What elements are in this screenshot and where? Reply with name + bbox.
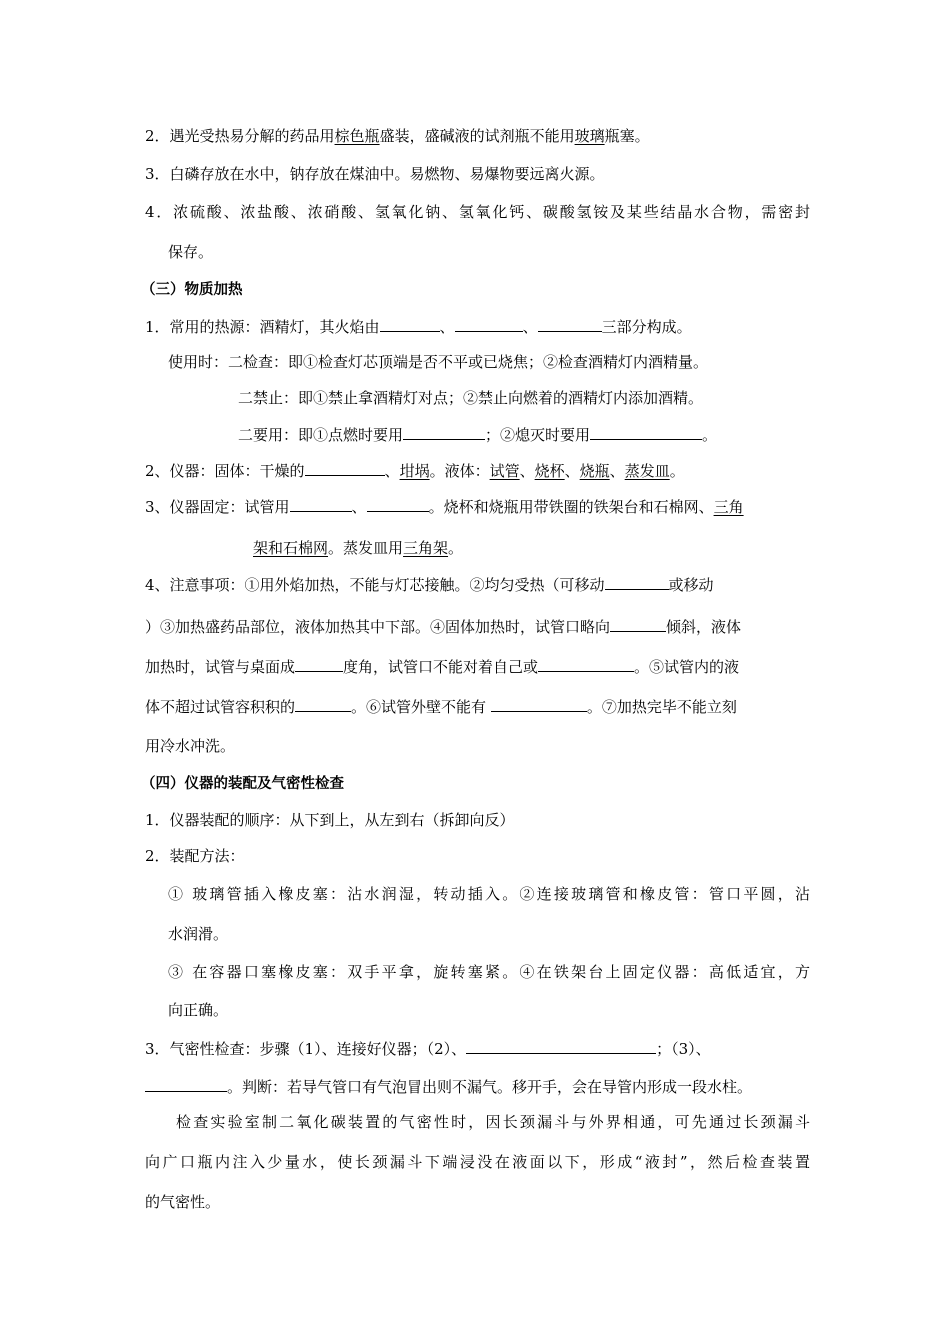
text: 。: [702, 426, 718, 444]
text: 。烧杯和烧瓶用带铁圈的铁架台和石棉网、: [428, 498, 714, 516]
blank: [538, 656, 634, 672]
precautions-line-1: [145, 574, 810, 595]
text: 。⑦加热完毕不能立刻: [586, 698, 737, 716]
text: 1．常用的热源：酒精灯，其火焰由: [145, 318, 380, 336]
item-2-light-sensitive: [145, 126, 810, 146]
text: 、: [564, 462, 580, 480]
text: 2．遇光受热易分解的药品用: [145, 127, 335, 145]
text: 、: [384, 462, 400, 480]
text: 或移动: [668, 576, 714, 594]
co2-apparatus-check-end: 的气密性。: [145, 1193, 221, 1211]
text: ；②熄灭时要用: [485, 426, 591, 444]
text: 。: [448, 539, 464, 557]
text: 。判断：若导气管口有气泡冒出则不漏气。移开手，会在导管内形成一段水柱。: [227, 1078, 753, 1096]
text: 度角，试管口不能对着自己或: [343, 658, 539, 676]
blank: [367, 496, 429, 512]
heat-source-line: [145, 316, 810, 337]
usage-two-checks: 使用时：二检查：即①检查灯芯顶端是否不平或已烧焦；②检查酒精灯内酒精量。: [168, 353, 709, 371]
text: 。⑤试管内的液: [634, 658, 740, 676]
item-3-storage: 3．白磷存放在水中，钠存放在煤油中。易燃物、易爆物要远离火源。: [145, 165, 605, 183]
precautions-line-4: [145, 696, 810, 717]
text: 。蒸发皿用: [328, 539, 404, 557]
text: ；（3）、: [656, 1040, 711, 1058]
text: 、: [609, 462, 625, 480]
blank: [466, 1038, 656, 1054]
underlined-answer: 试管: [489, 462, 520, 480]
fixing-line-continued: [253, 538, 810, 558]
usage-two-musts: [238, 424, 810, 445]
text: 加热时，试管与桌面成: [145, 658, 296, 676]
text: ）③加热盛药品部位，液体加热其中下部。④固体加热时，试管口略向: [145, 618, 611, 636]
precautions-line-2: [145, 616, 810, 637]
underlined-answer: 坩埚: [399, 462, 430, 480]
co2-apparatus-check-continued: 向广口瓶内注入少量水，使长颈漏斗下端浸没在液面以下，形成“液封”，然后检查装置: [145, 1153, 810, 1171]
precautions-line-3: [145, 656, 810, 677]
text: 三部分构成。: [601, 318, 692, 336]
text: 。: [669, 462, 685, 480]
text: 2、仪器：固体：干燥的: [145, 462, 305, 480]
section-heading-heating: （三）物质加热: [141, 282, 243, 298]
text: 、: [351, 498, 367, 516]
blank: [290, 496, 352, 512]
underlined-answer: 烧杯: [534, 462, 565, 480]
blank: [305, 460, 385, 476]
blank: [403, 424, 485, 440]
usage-two-prohibitions: 二禁止：即①禁止拿酒精灯对点；②禁止向燃着的酒精灯内添加酒精。: [238, 389, 704, 407]
blank: [380, 316, 440, 332]
underlined-answer: 玻璃: [574, 127, 605, 145]
co2-apparatus-check: 检查实验室制二氧化碳装置的气密性时，因长颈漏斗与外界相通，可先通过长颈漏斗: [176, 1113, 810, 1131]
blank: [145, 1076, 227, 1092]
precautions-line-5: 用冷水冲洗。: [145, 737, 236, 755]
airtightness-judgement: [145, 1076, 810, 1097]
instruments-line: [145, 460, 810, 481]
text: 。⑥试管外壁不能有: [351, 698, 487, 716]
text: 盛装，盛碱液的试剂瓶不能用: [379, 127, 575, 145]
assembly-methods-heading: 2．装配方法：: [145, 847, 245, 865]
method-1-2-continued: 水润滑。: [168, 925, 229, 943]
underlined-answer: 棕色瓶: [334, 127, 380, 145]
underlined-answer: 蒸发皿: [624, 462, 670, 480]
blank: [610, 616, 666, 632]
text: 倾斜，液体: [666, 618, 742, 636]
text: 体不超过试管容积积的: [145, 698, 296, 716]
fixing-line: [145, 496, 810, 517]
blank: [538, 316, 602, 332]
text: 、: [519, 462, 535, 480]
text: 4、注意事项：①用外焰加热，不能与灯芯接触。②均匀受热（可移动: [145, 576, 605, 594]
assembly-order: 1．仪器装配的顺序：从下到上，从左到右（拆卸向反）: [145, 811, 515, 829]
text: 。液体：: [429, 462, 490, 480]
text: 二要用：即①点燃时要用: [238, 426, 404, 444]
underlined-answer: 三角架: [403, 539, 449, 557]
underlined-answer: 烧瓶: [579, 462, 610, 480]
item-4-sealed-storage: 4．浓硫酸、浓盐酸、浓硝酸、氢氧化钠、氢氧化钙、碳酸氢铵及某些结晶水合物，需密封: [145, 203, 810, 221]
section-heading-assembly: （四）仪器的装配及气密性检查: [141, 776, 344, 792]
text: 、: [439, 318, 455, 336]
method-1-2: ① 玻璃管插入橡皮塞：沾水润湿，转动插入。②连接玻璃管和橡皮管：管口平圆，沾: [168, 885, 810, 903]
blank: [295, 656, 343, 672]
item-4-continued: 保存。: [168, 243, 214, 261]
text: 3．气密性检查：步骤（1）、连接好仪器；（2）、: [145, 1040, 467, 1058]
blank: [295, 696, 351, 712]
text: 3、仪器固定：试管用: [145, 498, 290, 516]
blank: [590, 424, 702, 440]
underlined-answer: 架和石棉网: [253, 539, 329, 557]
blank: [605, 574, 669, 590]
method-3-4: ③ 在容器口塞橡皮塞：双手平拿，旋转塞紧。④在铁架台上固定仪器：高低适宜，方: [168, 963, 810, 981]
method-3-4-continued: 向正确。: [168, 1001, 229, 1019]
airtightness-steps: [145, 1038, 810, 1059]
underlined-answer: 三角: [713, 498, 744, 516]
text: 、: [522, 318, 538, 336]
text: 瓶塞。: [604, 127, 650, 145]
blank: [455, 316, 523, 332]
blank: [491, 696, 587, 712]
